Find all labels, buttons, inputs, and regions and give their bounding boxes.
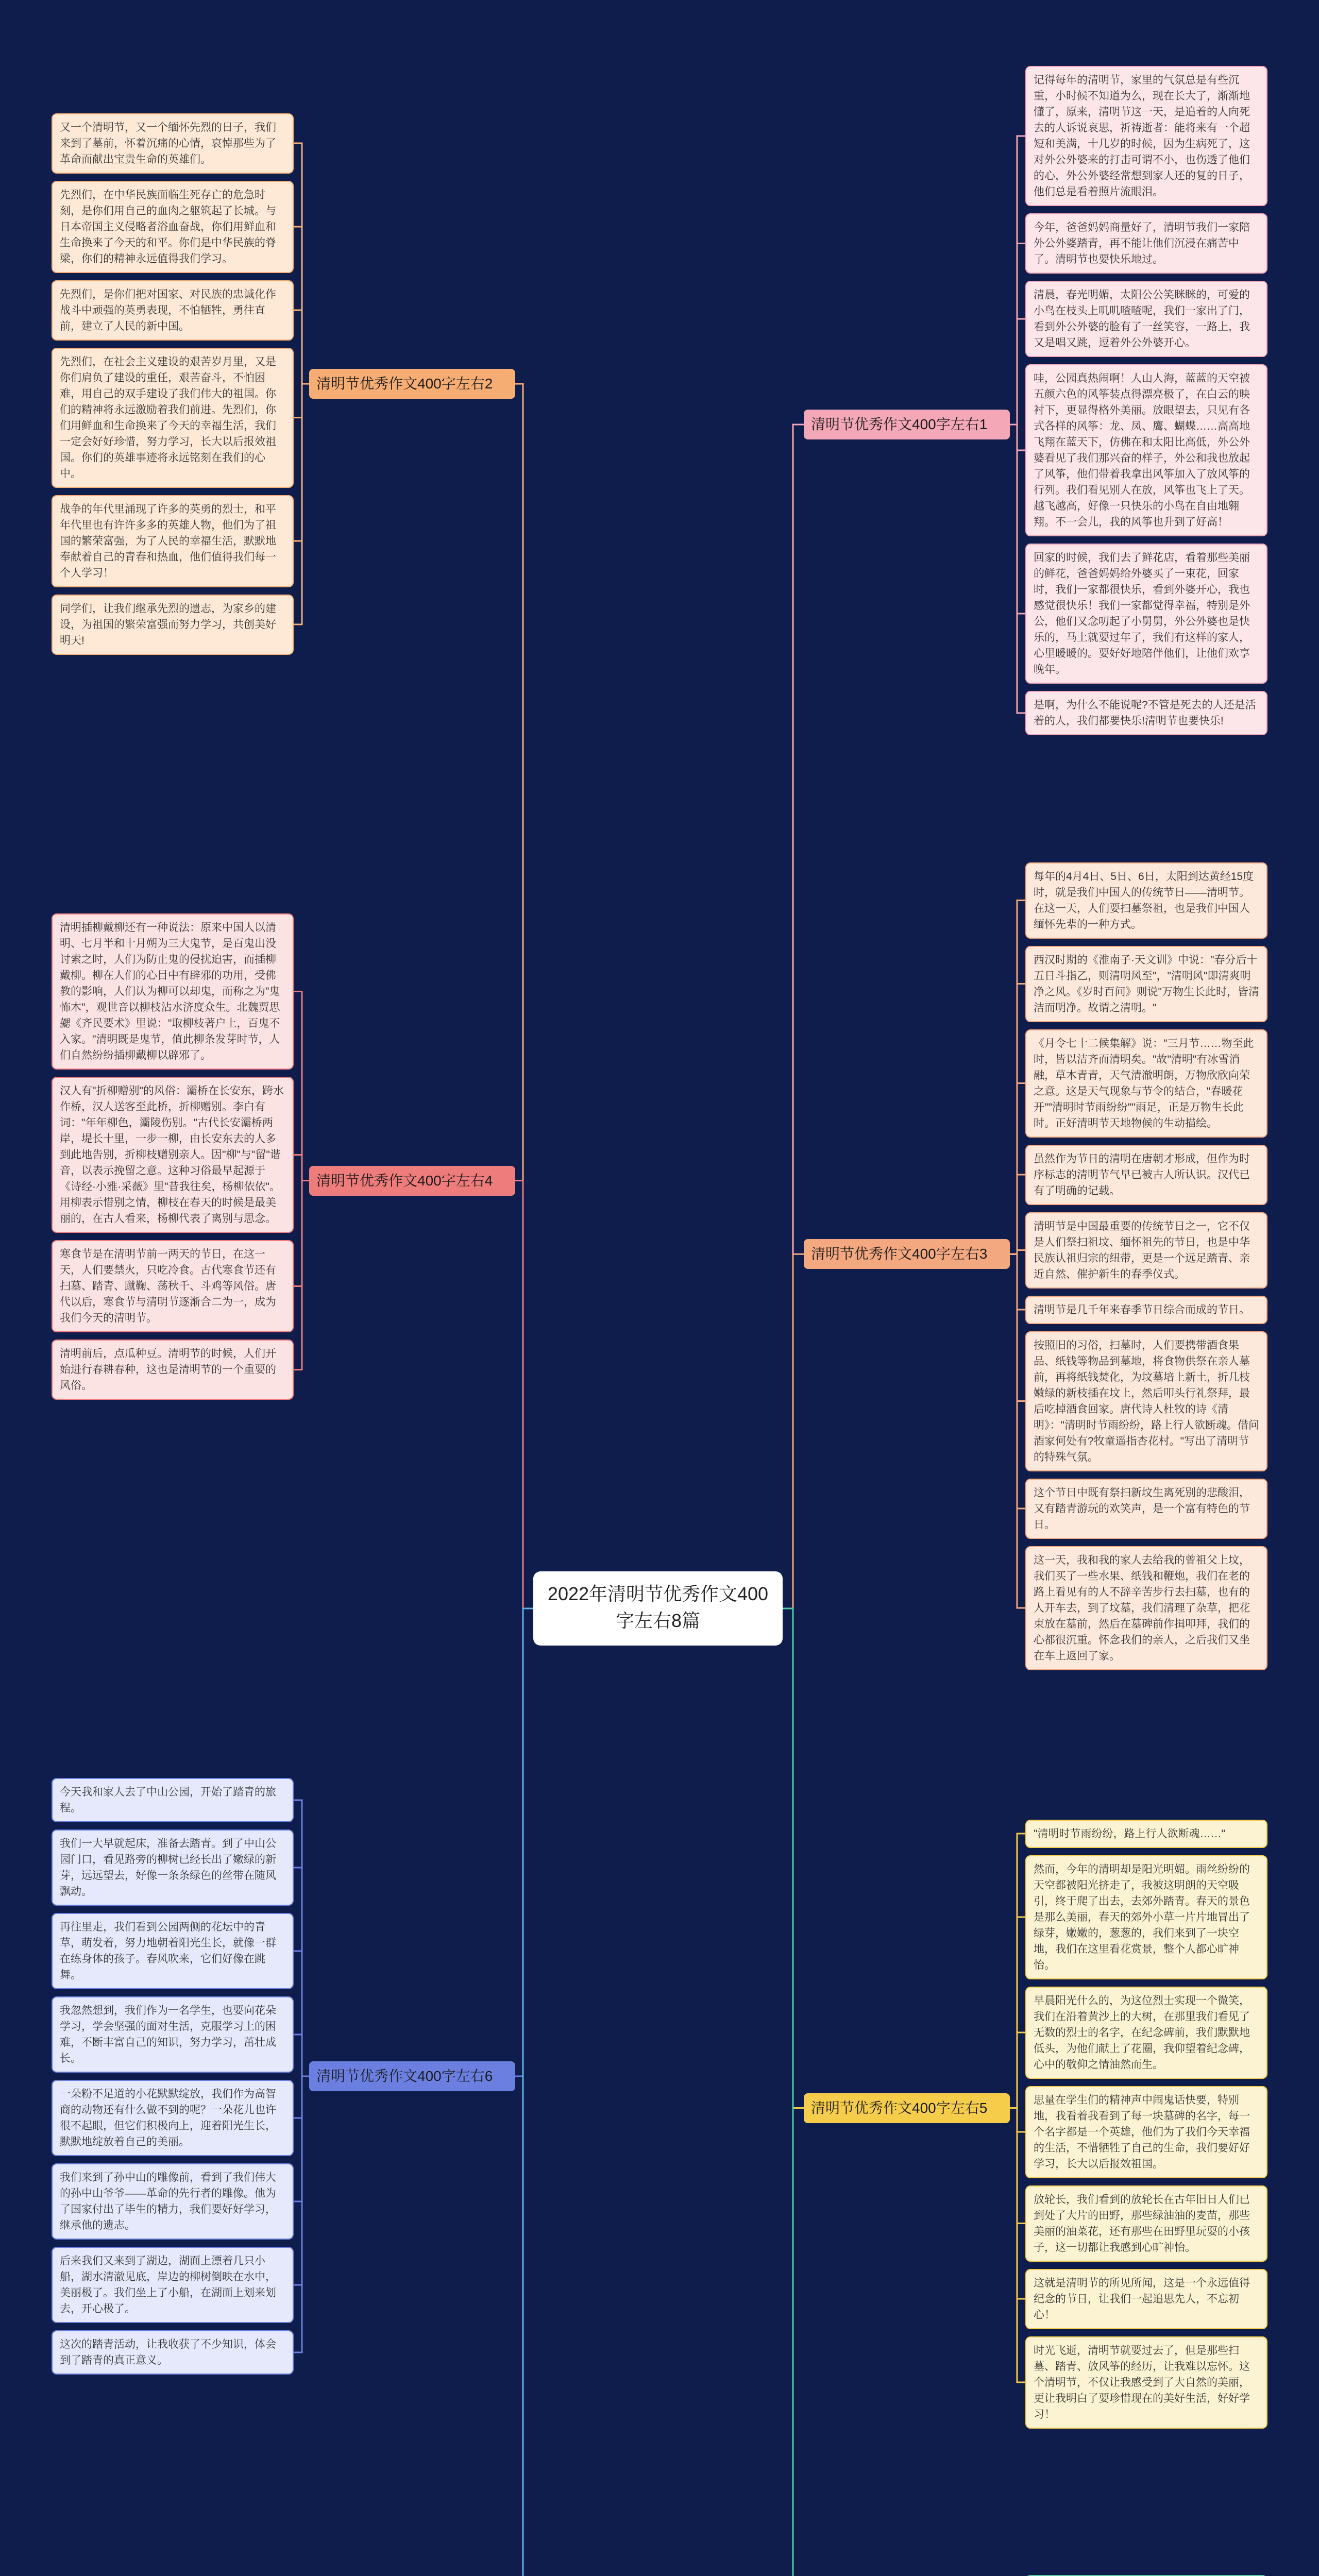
leaf-note[interactable]: 我们来到了孙中山的雕像前，看到了我们伟大的孙中山爷爷——革命的先行者的雕像。他为了国家付出了毕生的精力，我们要好好学习，继承他的遗志。 xyxy=(52,2163,294,2240)
leaf-note[interactable]: 清明节是几千年来春季节日综合而成的节日。 xyxy=(1025,1296,1267,1324)
leaf-connector xyxy=(1010,2032,1025,2108)
branch-topic[interactable]: 清明节优秀作文400字左右3 xyxy=(804,1239,1010,1269)
leaf-note[interactable]: 西汉时期的《淮南子·天文训》中说："春分后十五日斗指乙，则清明风至"，"清明风"即清爽明净之风。《岁时百问》则说"万物生长此时，皆清洁而明净。故谓之清明。" xyxy=(1025,946,1267,1022)
branch-topic[interactable]: 清明节优秀作文400字左右2 xyxy=(309,369,515,399)
leaf-note[interactable]: 虽然作为节日的清明在唐朝才形成，但作为时序标志的清明节气早已被古人所认识。汉代已有了明确的记载。 xyxy=(1025,1145,1267,1205)
leaf-note[interactable]: 今年，爸爸妈妈商量好了，清明节我们一家陪外公外婆踏青，再不能让他们沉浸在痛苦中了。清明节也要快乐地过。 xyxy=(1025,213,1267,274)
leaf-note[interactable]: 又一个清明节，又一个缅怀先烈的日子，我们来到了墓前，怀着沉痛的心情，哀悼那些为了革命而献出宝贵生命的英雄们。 xyxy=(52,113,294,174)
leaf-note[interactable]: 同学们，让我们继承先烈的遗志，为家乡的建设，为祖国的繁荣富强而努力学习，共创美好明天! xyxy=(52,595,294,655)
leaf-note[interactable]: 放轮长，我们看到的放轮长在古年旧日人们已到处了大片的田野，那些绿油油的麦苗，那些美丽的油菜花，还有那些在田野里玩耍的小孩子，这一切都让我感到心旷神怡。 xyxy=(1025,2185,1267,2262)
leaf-note[interactable]: 这一天，我和我的家人去给我的曾祖父上坟，我们买了一些水果、纸钱和鞭炮，我们在老的路上看见有的人不辞辛苦步行去扫墓，也有的人开车去，到了坟墓，我们清理了杂草，把花束放在墓前，然后在墓碑前作揖叩拜，我们的心都很沉重。怀念我们的亲人，之后我们又坐在车上返回了家。 xyxy=(1025,1546,1267,1670)
leaf-note[interactable]: 回家的时候，我们去了鲜花店，看着那些美丽的鲜花，爸爸妈妈给外婆买了一束花，回家时，我们一家都很快乐，看到外婆开心，我也感觉很快乐！我们一家都觉得幸福，特别是外公，他们又念叨起了小舅舅，外公外婆也是快乐的，马上就要过年了，我们有这样的家人，心里暖暖的。要好好地陪伴他们，让他们欢享晚年。 xyxy=(1025,544,1267,684)
leaf-connector xyxy=(294,992,309,1181)
root-connector xyxy=(515,1608,533,2076)
leaf-note[interactable]: 哇，公园真热闹啊！人山人海，蓝蓝的天空被五颜六色的风筝装点得漂亮极了，在白云的映衬下，更显得格外美丽。放眼望去，只见有各式各样的风筝：龙、凤、鹰、蝴蝶……高高地飞翔在蓝天下，仿佛在和太阳比高低，外公外婆看见了我们那兴奋的样子，外公和我也放起了风筝，他们带着我拿出风筝加入了放风筝的行列。我们看见别人在放，风筝也飞上了天。越飞越高，好像一只快乐的小鸟在自由地翱翔。不一会儿，我的风筝也升到了好高！ xyxy=(1025,364,1267,536)
leaf-note[interactable]: 清明前后，点瓜种豆。清明节的时候，人们开始进行春耕春种，这也是清明节的一个重要的风俗。 xyxy=(52,1340,294,1400)
leaf-note[interactable]: 一朵粉不足道的小花默默绽放，我们作为高智商的动物还有什么做不到的呢？一朵花儿也许很不起眼，但它们积极向上，迎着阳光生长，默默地绽放着自己的美丽。 xyxy=(52,2080,294,2156)
leaf-note[interactable]: 《月令七十二候集解》说："三月节……物至此时，皆以洁齐而清明矣。"故"清明"有冰雪消融，草木青青，天气清澈明朗，万物欣欣向荣之意。这是天气现象与节令的结合，"春暖花开""清明时节雨纷纷""雨足，正是万物生长此时。正好清明节天地物候的生动描绘。 xyxy=(1025,1029,1267,1138)
leaf-note[interactable]: 我忽然想到，我们作为一名学生，也要向花朵学习，学会坚强的面对生活，克服学习上的困难，不断丰富自己的知识，努力学习，茁壮成长。 xyxy=(52,1996,294,2073)
leaf-note[interactable]: 清明插柳戴柳还有一种说法：原来中国人以清明、七月半和十月朔为三大鬼节，是百鬼出没讨索之时，人们为防止鬼的侵扰迫害，而插柳戴柳。柳在人们的心目中有辟邪的功用，受佛教的影响，人们认为柳可以却鬼，而称之为"鬼怖木"，观世音以柳枝沾水济度众生。北魏贾思勰《齐民要术》里说："取柳枝著户上，百鬼不入家。"清明既是鬼节，值此柳条发芽时节，人们自然纷纷插柳戴柳以辟邪了。 xyxy=(52,913,294,1070)
leaf-note[interactable]: "清明时节雨纷纷，路上行人欲断魂……" xyxy=(1025,1820,1267,1848)
branch-topic[interactable]: 清明节优秀作文400字左右6 xyxy=(309,2061,515,2091)
leaf-note[interactable]: 按照旧的习俗，扫墓时，人们要携带酒食果品、纸钱等物品到墓地，将食物供祭在亲人墓前，再将纸钱焚化，为坟墓培上新土，折几枝嫩绿的新枝插在坟上，然后叩头行礼祭拜，最后吃掉酒食回家。唐代诗人杜牧的诗《清明》："清明时节雨纷纷，路上行人欲断魂。借问酒家何处有?牧童遥指杏花村。"写出了清明节的特殊气氛。 xyxy=(1025,1331,1267,1471)
leaf-note[interactable]: 今天我和家人去了中山公园，开始了踏青的旅程。 xyxy=(52,1778,294,1822)
leaf-note[interactable]: 先烈们，是你们把对国家、对民族的忠诚化作战斗中顽强的英勇表现，不怕牺牲，勇往直前，建立了人民的新中国。 xyxy=(52,280,294,341)
leaf-note[interactable]: 这就是清明节的所见所闻，这是一个永远值得纪念的节日，让我们一起追思先人，不忘初心！ xyxy=(1025,2269,1267,2329)
branch-topic[interactable]: 清明节优秀作文400字左右5 xyxy=(804,2093,1010,2123)
leaf-note[interactable]: 战争的年代里涌现了许多的英勇的烈士，和平年代里也有许许多多的英雄人物，他们为了祖国的繁荣富强，为了人民的幸福生活，默默地奉献着自己的青春和热血，他们值得我们每一个人学习！ xyxy=(52,495,294,587)
leaf-note[interactable]: 记得每年的清明节，家里的气氛总是有些沉重，小时候不知道为么，现在长大了，渐渐地懂了，原来，清明节这一天，是追着的人向死去的人诉说哀思，祈祷逝者：能将来有一个超短和美满，十几岁的时候，因为生病死了，这对外公外婆来的打击可谓不小，也伤透了他们的心，外公外婆经常想到家人还的复的日子，他们总是看着照片流眼泪。 xyxy=(1025,66,1267,206)
root-connector xyxy=(783,1254,804,1608)
branch-topic[interactable]: 清明节优秀作文400字左右4 xyxy=(309,1166,515,1196)
leaf-connector xyxy=(294,384,309,624)
leaf-connector xyxy=(1010,425,1025,713)
leaf-note[interactable]: 然而，今年的清明却是阳光明媚。雨丝纷纷的天空都被阳光挤走了，我被这明朗的天空吸引，终于爬了出去，去郊外踏青。春天的景色是那么美丽，春天的郊外小草一片片地冒出了绿芽，嫩嫩的，葱葱的，我们来到了一块空地，我们在这里看花赏景，整个人都心旷神怡。 xyxy=(1025,1855,1267,1979)
root-connector xyxy=(515,1181,533,1609)
leaf-connector xyxy=(1010,2108,1025,2383)
root-connector xyxy=(515,384,533,1608)
leaf-note[interactable]: 这个节日中既有祭扫新坟生离死别的悲酸泪，又有踏青游玩的欢笑声，是一个富有特色的节日。 xyxy=(1025,1479,1267,1539)
leaf-note[interactable]: 清晨，春光明媚，太阳公公笑眯眯的，可爱的小鸟在枝头上叽叽喳喳呢，我们一家出了门，看到外公外婆的脸有了一丝笑容，一路上，我又是唱又跳，逗着外公外婆开心。 xyxy=(1025,281,1267,357)
leaf-connector xyxy=(294,310,309,384)
leaf-connector xyxy=(294,2035,309,2076)
leaf-note[interactable]: 寒食节是在清明节前一两天的节日，在这一天，人们要禁火，只吃冷食。古代寒食节还有扫墓、踏青、蹴鞠、荡秋千、斗鸡等风俗。唐代以后，寒食节与清明节逐渐合二为一，成为我们今天的清明节。 xyxy=(52,1240,294,1332)
leaf-note[interactable]: 早晨阳光什么的，为这位烈士实现一个微笑，我们在沿着黄沙上的大树，在那里我们看见了无数的烈士的名字，在纪念碑前，我们默默地低头，为他们献上了花圈，我仰望着纪念碑，心中的敬仰之情油然而生。 xyxy=(1025,1987,1267,2079)
leaf-note[interactable]: 先烈们，在中华民族面临生死存亡的危急时刻，是你们用自己的血肉之躯筑起了长城。与日本帝国主义侵略者浴血奋战，你们用鲜血和生命换来了今天的和平。你们是中华民族的脊梁，你们的精神永远值得我们学习。 xyxy=(52,181,294,273)
leaf-note[interactable]: 每年的4月4日、5日、6日，太阳到达黄经15度时，就是我们中国人的传统节日——清明节。在这一天，人们要扫墓祭祖，也是我们中国人缅怀先辈的一种方式。 xyxy=(1025,862,1267,939)
leaf-note[interactable]: 再往里走，我们看到公园两侧的花坛中的青草，萌发着，努力地朝着阳光生长，就像一群在练身体的孩子。春风吹来，它们好像在跳舞。 xyxy=(52,1913,294,1989)
leaf-note[interactable]: 时光飞逝，清明节就要过去了，但是那些扫墓、踏青、放风筝的经历，让我难以忘怀。这个清明节，不仅让我感受到了大自然的美丽，更让我明白了要珍惜现在的美好生活，好好学习！ xyxy=(1025,2336,1267,2429)
root-topic[interactable]: 2022年清明节优秀作文400字左右8篇 xyxy=(533,1571,783,1646)
leaf-note[interactable]: 是啊，为什么不能说呢?不管是死去的人还是活着的人，我们都要快乐!清明节也要快乐! xyxy=(1025,691,1267,735)
leaf-note[interactable]: 这次的踏青活动，让我收获了不少知识，体会到了踏青的真正意义。 xyxy=(52,2330,294,2375)
root-connector xyxy=(783,1608,804,2576)
root-connector xyxy=(515,1608,533,2576)
leaf-connector xyxy=(1010,1175,1025,1254)
leaf-connector xyxy=(294,1155,309,1181)
leaf-note[interactable]: 先烈们，在社会主义建设的艰苦岁月里，又是你们肩负了建设的重任，艰苦奋斗，不怕困难，用自己的双手建设了我们伟大的祖国。你们的精神将永远激励着我们前进。先烈们，你们用鲜血和生命换来了今天的幸福生活，我们一定会好好珍惜，努力学习，长大以后报效祖国。你们的英雄事迹将永远铭刻在我们的心中。 xyxy=(52,348,294,488)
leaf-connector xyxy=(1010,1254,1025,1608)
branch-topic[interactable]: 清明节优秀作文400字左右1 xyxy=(804,410,1010,439)
leaf-connector xyxy=(1010,319,1025,425)
leaf-note[interactable]: 汉人有"折柳赠别"的风俗：灞桥在长安东，跨水作桥，汉人送客至此桥，折柳赠别。李白有词："年年柳色，灞陵伤别。"古代长安灞桥两岸，堤长十里，一步一柳，由长安东去的人多到此地告别，折柳枝赠别亲人。因"柳"与"留"谐音，以表示挽留之意。这种习俗最早起源于《诗经·小雅·采薇》里"昔我往矣，杨柳依依"。用柳表示惜别之情，柳枝在春天的时候是最美丽的，在古人看来，杨柳代表了离别与思念。 xyxy=(52,1077,294,1233)
leaf-connector xyxy=(294,1181,309,1370)
leaf-note[interactable]: 思量在学生们的精神声中闹鬼话快要，特别地，我看着我看到了每一块墓碑的名字，每一个名字都是一个英雄，他们为了我们今天幸福的生活，不惜牺牲了自己的生命，我们要好好学习，长大以后报效祖国。 xyxy=(1025,2086,1267,2178)
leaf-note[interactable]: 我们一大早就起床，准备去踏青。到了中山公园门口，看见路旁的柳树已经长出了嫩绿的新芽，远远望去，好像一条条绿色的丝带在随风飘动。 xyxy=(52,1829,294,1906)
leaf-note[interactable]: 后来我们又来到了湖边，湖面上漂着几只小船，湖水清澈见底，岸边的柳树倒映在水中，美丽极了。我们坐上了小船，在湖面上划来划去，开心极了。 xyxy=(52,2247,294,2323)
leaf-note[interactable]: 清明节是中国最重要的传统节日之一，它不仅是人们祭扫祖坟、缅怀祖先的节日，也是中华民族认祖归宗的纽带，更是一个远足踏青、亲近自然、催护新生的春季仪式。 xyxy=(1025,1212,1267,1289)
